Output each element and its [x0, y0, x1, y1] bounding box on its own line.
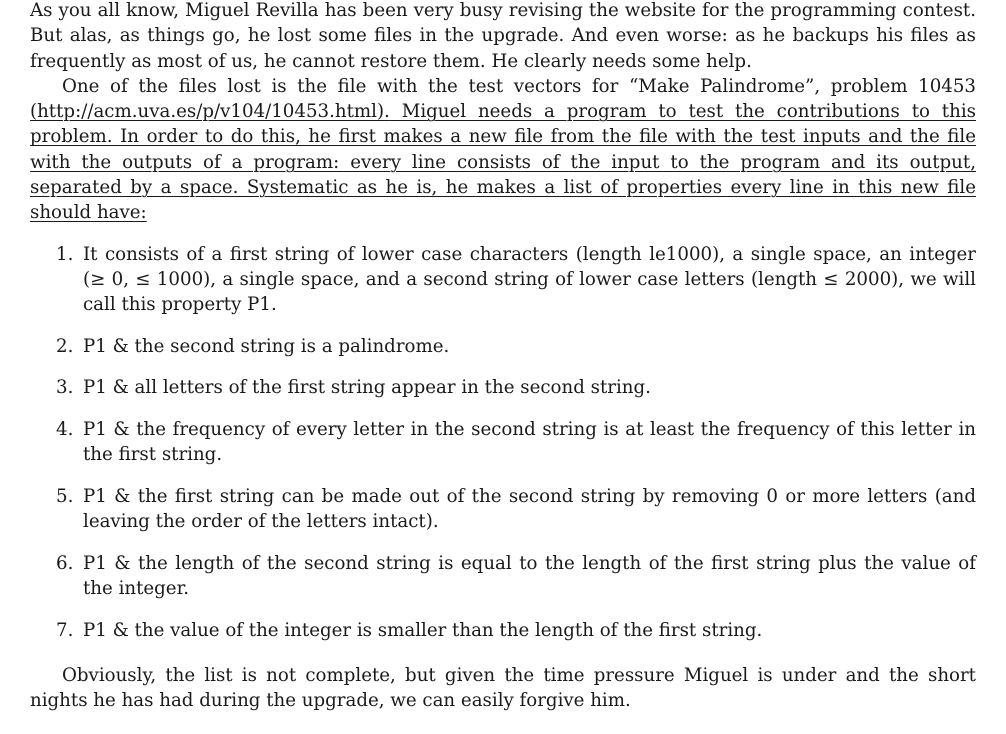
- property-item-7: [30, 618, 976, 643]
- property-item-4: [30, 417, 976, 468]
- property-item-3: [30, 375, 976, 400]
- property-text: P1 & the second string is a palindrome.: [83, 335, 450, 357]
- intro-paragraph-2: [30, 74, 976, 226]
- property-text: It consists of a first string of lower case characters (length le1000), a single space, an integer (≥ 0, ≤ 1000), a single space, and a second string of lower case letters (length ≤ 2000), we will call this property P1.: [83, 243, 976, 316]
- property-number: 1.: [56, 243, 74, 265]
- property-text: P1 & the frequency of every letter in the second string is at least the frequency of this letter in the first string.: [83, 419, 976, 466]
- intro-paragraph-2-tail: Miguel needs a program to test the contributions to this problem. In order to do this, he first makes a new file from the file with the test inputs and the file with the outputs of a program: every line consists of the input to the program and its output, separated by a space. Systematic as he is, he makes a list of properties every line in this new file should have:: [30, 101, 976, 224]
- property-text: P1 & all letters of the first string appear in the second string.: [83, 377, 651, 399]
- property-text: P1 & the first string can be made out of the second string by removing 0 or more letters (and leaving the order of the letters intact).: [83, 485, 976, 533]
- document-body: [30, 0, 976, 714]
- problem-link[interactable]: (http://acm.uva.es/p/v104/10453.html).: [30, 101, 390, 123]
- property-number: 6.: [56, 552, 74, 574]
- property-item-5: [30, 484, 976, 535]
- intro-paragraph-2-lead: One of the files lost is the file with the test vectors for “Make Palindrome”, problem 10453: [62, 75, 976, 97]
- property-number: 4.: [56, 419, 74, 441]
- property-number: 2.: [56, 335, 74, 357]
- properties-list: [30, 242, 976, 643]
- property-number: 7.: [56, 619, 74, 641]
- property-number: 3.: [56, 377, 74, 399]
- property-item-2: [30, 334, 976, 359]
- property-item-1: [30, 242, 976, 318]
- property-number: 5.: [56, 485, 74, 507]
- property-item-6: [30, 551, 976, 602]
- intro-paragraph-1: As you all know, Miguel Revilla has been very busy revising the website for the programming contest. But alas, as things go, he lost some files in the upgrade. And even worse: as he backups his files as frequently as most of us, he cannot restore them. He clearly needs some help.: [30, 0, 976, 72]
- closing-paragraph: Obviously, the list is not complete, but given the time pressure Miguel is under and the short nights he has had during the upgrade, we can easily forgive him.: [30, 665, 976, 712]
- property-text: P1 & the length of the second string is equal to the length of the first string plus the value of the integer.: [83, 552, 976, 600]
- property-text: P1 & the value of the integer is smaller than the length of the first string.: [83, 619, 763, 641]
